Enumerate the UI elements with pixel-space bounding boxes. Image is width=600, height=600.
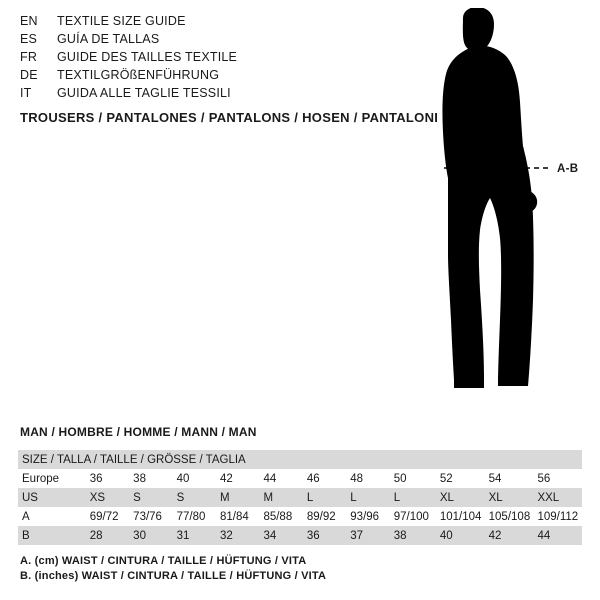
- table-cell: 38: [133, 472, 146, 485]
- table-cell: 44: [263, 472, 277, 485]
- language-text: GUIDE DES TAILLES TEXTILE: [57, 50, 238, 64]
- row-label: Europe: [22, 472, 60, 485]
- table-cell: 34: [263, 529, 277, 542]
- male-silhouette-icon: [420, 8, 590, 408]
- table-cell: 85/88: [263, 510, 293, 523]
- table-cell: 28: [89, 529, 103, 542]
- row-label: A: [22, 510, 30, 523]
- size-table: [18, 450, 582, 545]
- table-cell: S: [176, 491, 185, 504]
- table-cell: XXL: [537, 491, 560, 504]
- table-cell: 105/108: [488, 510, 531, 523]
- language-row: [20, 32, 380, 50]
- language-text: TEXTILGRÖßENFÜHRUNG: [57, 68, 220, 82]
- table-cell: 40: [439, 529, 453, 542]
- language-text: GUÍA DE TALLAS: [57, 32, 160, 46]
- language-row: [20, 50, 380, 68]
- footnote-a: A. (cm) WAIST / CINTURA / TAILLE / HÜFTUNG / VITA: [20, 555, 307, 567]
- table-cell: 77/80: [176, 510, 206, 523]
- language-code: FR: [20, 50, 38, 64]
- language-code: EN: [20, 14, 38, 28]
- table-cell: 36: [306, 529, 320, 542]
- table-cell: 44: [537, 529, 551, 542]
- table-cell: 73/76: [133, 510, 162, 523]
- language-row: [20, 14, 380, 32]
- table-cell: 48: [350, 472, 364, 485]
- table-cell: 46: [306, 472, 320, 485]
- measure-label-ab: A-B: [557, 163, 579, 175]
- table-cell: 30: [133, 529, 146, 542]
- table-row: [18, 488, 582, 507]
- table-cell: XL: [439, 491, 454, 504]
- table-cell: 36: [89, 472, 103, 485]
- table-cell: L: [306, 491, 314, 504]
- table-cell: 38: [393, 529, 407, 542]
- language-code: DE: [20, 68, 38, 82]
- table-cell: XL: [488, 491, 503, 504]
- table-cell: 54: [488, 472, 502, 485]
- row-label: US: [22, 491, 38, 504]
- table-cell: M: [220, 491, 230, 504]
- table-cell: 31: [176, 529, 190, 542]
- language-row: [20, 68, 380, 86]
- table-cell: 32: [220, 529, 233, 542]
- trousers-figure-illustration: [420, 8, 590, 408]
- table-cell: 97/100: [393, 510, 429, 523]
- table-cell: 69/72: [89, 510, 119, 523]
- table-cell: 56: [537, 472, 551, 485]
- table-cell: L: [393, 491, 401, 504]
- table-cell: S: [133, 491, 141, 504]
- language-code: IT: [20, 86, 32, 100]
- language-text: GUIDA ALLE TAGLIE TESSILI: [57, 86, 231, 100]
- table-cell: 50: [393, 472, 407, 485]
- table-title: MAN / HOMBRE / HOMME / MANN / MAN: [20, 425, 257, 439]
- language-code: ES: [20, 32, 38, 46]
- row-label: SIZE / TALLA / TAILLE / GRÖSSE / TAGLIA: [22, 453, 246, 466]
- table-row: [18, 450, 582, 469]
- table-cell: 40: [176, 472, 190, 485]
- table-cell: 93/96: [350, 510, 380, 523]
- table-cell: 109/112: [537, 510, 579, 523]
- footnotes: [20, 554, 326, 584]
- language-row: [20, 86, 380, 104]
- table-cell: 52: [439, 472, 453, 485]
- language-text: TEXTILE SIZE GUIDE: [57, 14, 186, 28]
- table-cell: M: [263, 491, 274, 504]
- table-cell: 89/92: [306, 510, 336, 523]
- table-row: [18, 507, 582, 526]
- table-cell: 81/84: [220, 510, 249, 523]
- table-cell: L: [350, 491, 357, 504]
- footnote-b: B. (inches) WAIST / CINTURA / TAILLE / HÜFTUNG / VITA: [20, 570, 327, 582]
- table-cell: 101/104: [439, 510, 482, 523]
- table-cell: 37: [350, 529, 364, 542]
- language-header: [20, 14, 380, 104]
- table-cell: 42: [488, 529, 502, 542]
- row-label: B: [22, 529, 30, 542]
- table-row: [18, 469, 582, 488]
- table-cell: XS: [89, 491, 106, 504]
- category-title: TROUSERS / PANTALONES / PANTALONS / HOSEN / PANTALONI: [20, 110, 439, 125]
- table-row: [18, 526, 582, 545]
- table-cell: 42: [220, 472, 233, 485]
